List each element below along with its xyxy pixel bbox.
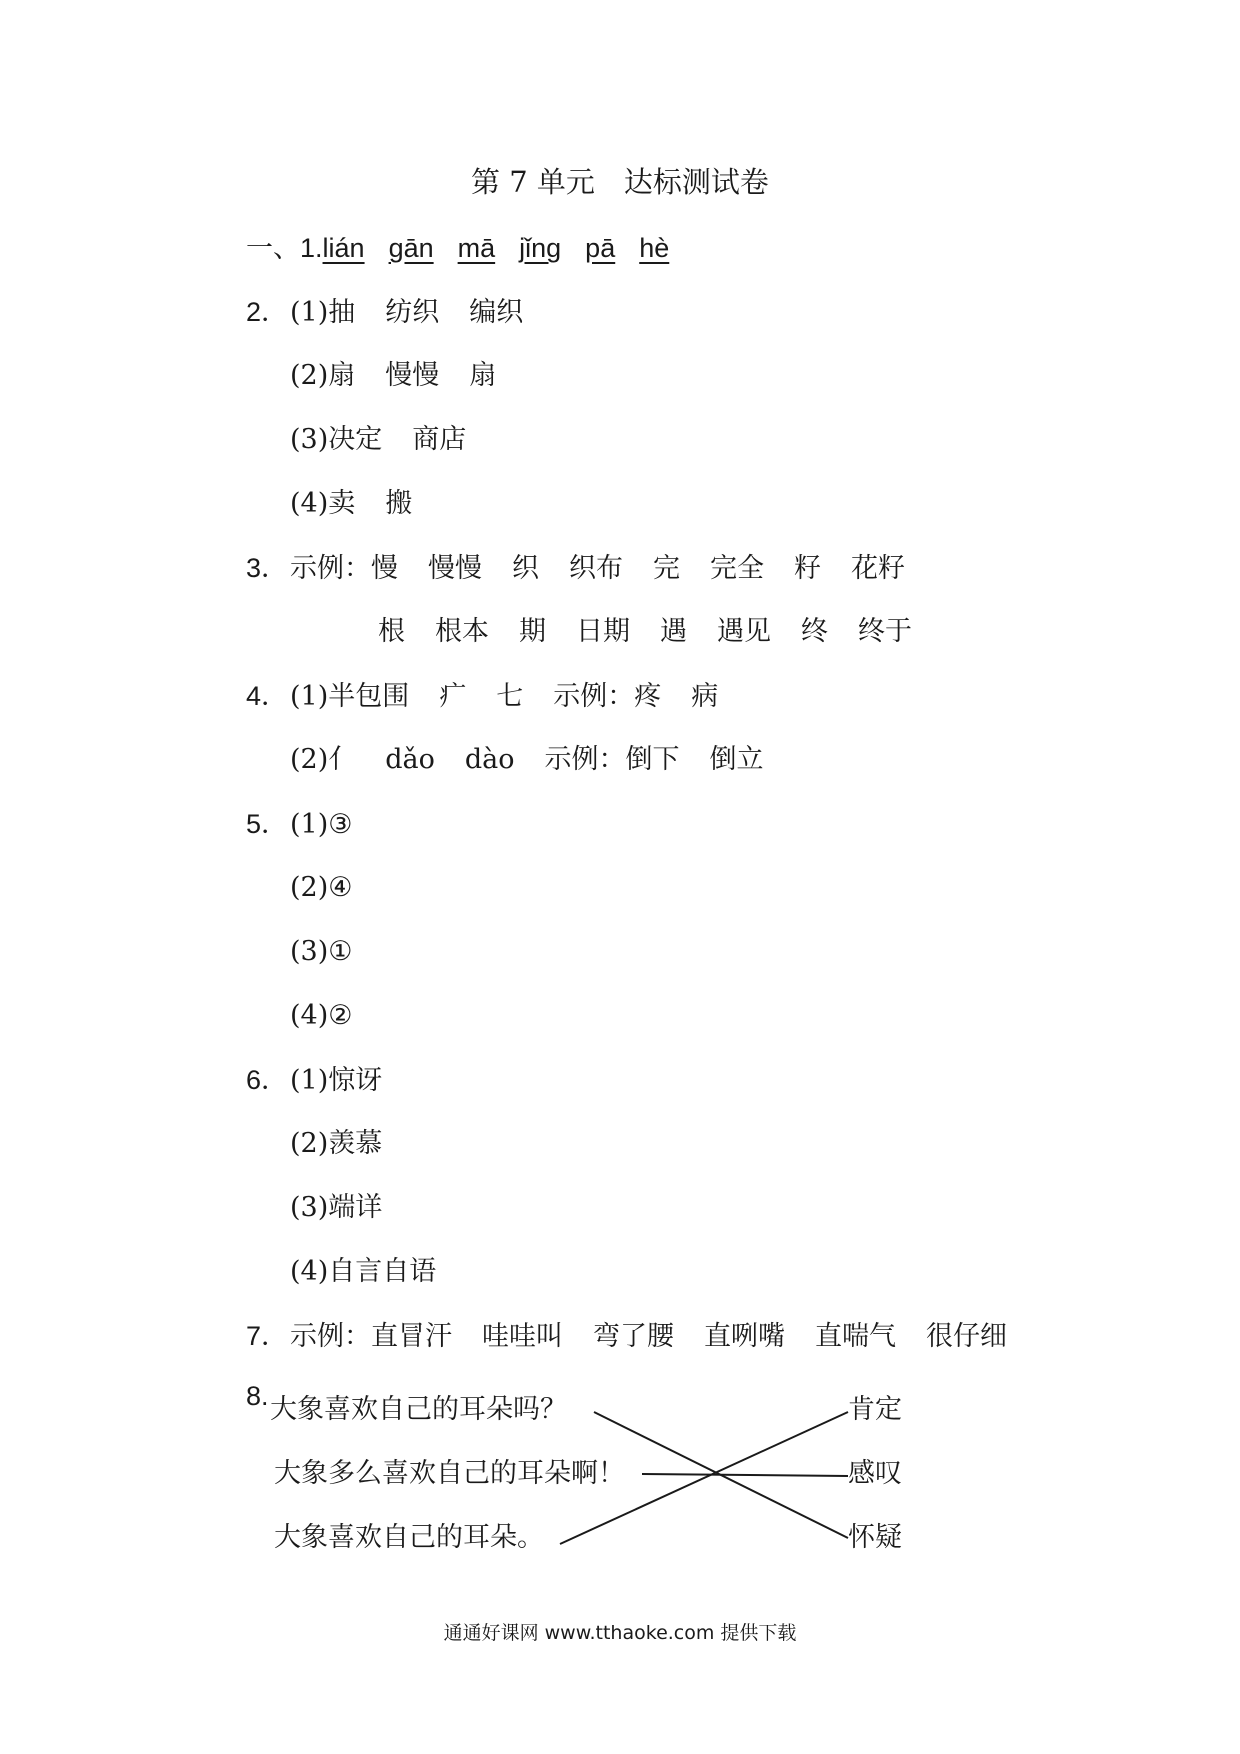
match-line	[560, 1412, 848, 1544]
answer-word: 搬	[385, 488, 413, 519]
answer-word: 期	[519, 616, 546, 647]
answer-word: (2)亻	[290, 744, 356, 775]
match-sentence: 大象喜欢自己的耳朵吗？	[270, 1394, 567, 1425]
match-sentence: 大象多么喜欢自己的耳朵啊！	[274, 1458, 625, 1489]
question-number: 2．	[246, 297, 289, 327]
item-label: (1)	[290, 297, 329, 328]
answer-word: 遇	[660, 616, 687, 647]
question-6-item-3: (3)端详	[290, 1192, 383, 1223]
question-number: 5．	[246, 809, 289, 839]
answer-word: 很仔细	[926, 1321, 1007, 1352]
example-prefix: 示例：	[290, 1321, 371, 1352]
answer-word: 抽	[328, 297, 356, 328]
answer-word: 编织	[469, 297, 524, 328]
answer-word: 织布	[569, 553, 623, 584]
answer-word: 示例：倒下	[544, 744, 680, 775]
answer-word: 根	[378, 616, 405, 647]
item-label: (2)	[290, 360, 329, 391]
answer-word: 慢	[371, 553, 398, 584]
answer-word: 倒立	[709, 744, 764, 775]
answer-word: 疒	[439, 681, 467, 712]
answer-word: 完	[653, 553, 680, 584]
match-line	[642, 1474, 848, 1476]
question-number: 7．	[246, 1321, 289, 1351]
question-number: 3．	[246, 553, 289, 583]
answer-word: 决定	[328, 424, 383, 455]
answer-word: (1)惊讶	[290, 1065, 383, 1096]
question-5-item-3: (3)①	[290, 936, 353, 967]
answer-word: 弯了腰	[593, 1321, 674, 1352]
answer-word: 直冒汗	[371, 1321, 452, 1352]
answer-word: 籽	[794, 553, 821, 584]
answer-word: dǎo	[385, 744, 435, 775]
answer-word: 日期	[576, 616, 630, 647]
pinyin-answer: jǐng	[519, 233, 562, 263]
pinyin-answer: pā	[585, 233, 616, 263]
answer-word: 卖	[328, 488, 356, 519]
answer-word: 完全	[710, 553, 764, 584]
question-5-item-2: (2)④	[290, 872, 353, 903]
answer-word: 扇	[469, 360, 497, 391]
answer-word: 终	[801, 616, 828, 647]
answer-word: 示例：疼	[553, 681, 662, 712]
answer-word: 织	[512, 553, 539, 584]
answer-word: 遇见	[717, 616, 771, 647]
answer-word: 慢慢	[385, 360, 440, 391]
answer-word: 终于	[858, 616, 912, 647]
question-6-item-4: (4)自言自语	[290, 1256, 437, 1287]
answer-word: 商店	[412, 424, 467, 455]
match-option: 怀疑	[848, 1522, 902, 1553]
answer-word: dào	[464, 744, 515, 775]
pinyin-answer: lián	[322, 233, 365, 263]
match-option: 肯定	[848, 1394, 902, 1425]
match-sentence: 大象喜欢自己的耳朵。	[274, 1522, 544, 1553]
answer-word: 直喘气	[815, 1321, 896, 1352]
answer-word: 七	[496, 681, 524, 712]
answer-word: 病	[691, 681, 719, 712]
question-number: 一、1.	[246, 233, 323, 263]
answer-word: 哇哇叫	[482, 1321, 563, 1352]
answer-word: 根本	[435, 616, 489, 647]
question-number: 6．	[246, 1065, 289, 1095]
answer-word: (1)③	[290, 809, 353, 840]
answer-word: 花籽	[851, 553, 905, 584]
example-prefix: 示例：	[290, 553, 371, 584]
answer-word: 纺织	[385, 297, 440, 328]
answer-word: 直咧嘴	[704, 1321, 785, 1352]
footer-text: 通通好课网 www.tthaoke.com 提供下载	[443, 1622, 797, 1644]
item-label: (3)	[290, 424, 329, 455]
pinyin-answer: hè	[639, 233, 670, 263]
answer-word: 慢慢	[428, 553, 482, 584]
question-number: 4．	[246, 681, 289, 711]
answer-word: (1)半包围	[290, 681, 410, 712]
question-number: 8.	[246, 1381, 269, 1411]
page-title: 第 7 单元 达标测试卷	[471, 165, 769, 199]
question-6-item-2: (2)羡慕	[290, 1128, 383, 1159]
match-option: 感叹	[848, 1458, 902, 1489]
question-5-item-4: (4)②	[290, 1000, 353, 1031]
answer-word: 扇	[328, 360, 356, 391]
pinyin-answer: mā	[457, 233, 496, 263]
pinyin-answer: gān	[388, 233, 434, 263]
item-label: (4)	[290, 488, 329, 519]
